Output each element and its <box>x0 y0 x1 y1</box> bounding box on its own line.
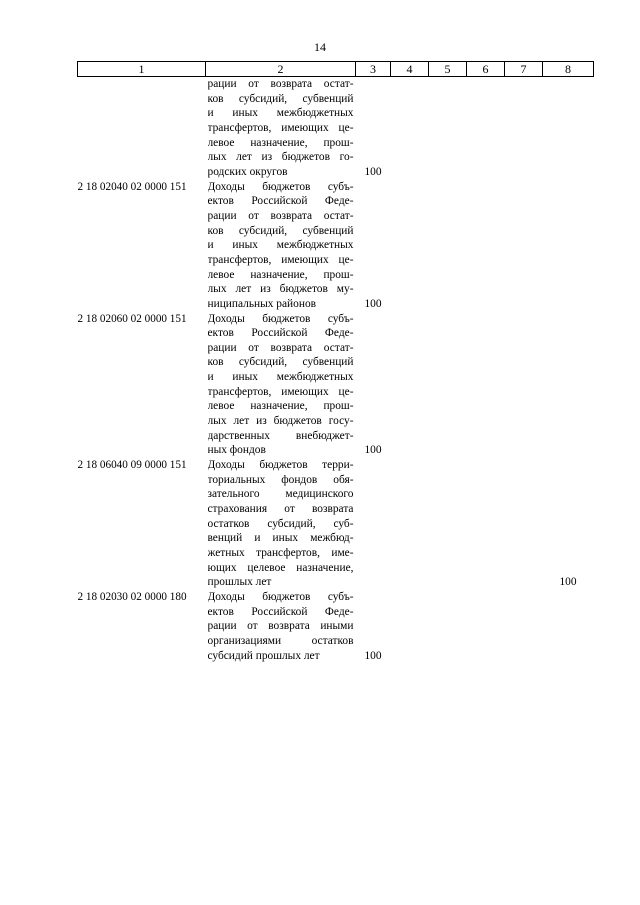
description-line: лых лет из бюджетов госу- <box>207 415 354 428</box>
row-value-col6 <box>467 77 505 180</box>
row-value-col3: 100 <box>364 165 382 178</box>
description-line: ектов Российской Феде- <box>207 195 354 208</box>
description-line: рации от возврата остат- <box>207 209 354 222</box>
description-line: венций и иных межбюд- <box>207 532 354 545</box>
description-line: лых лет из бюджетов му- <box>207 283 354 296</box>
row-value-col7 <box>505 590 543 663</box>
description-line: Доходы бюджетов терри- <box>207 459 354 472</box>
description-line: жетных трансфертов, име- <box>207 547 354 559</box>
description-line: трансфертов, имеющих це- <box>207 121 354 134</box>
description-line: ков субсидий, субвенций <box>207 224 354 237</box>
row-value-col7 <box>505 77 543 180</box>
description-line: левое назначение, прош- <box>207 268 354 281</box>
description-line: и иных межбюджетных <box>207 371 354 384</box>
description-line: организациями остатков <box>207 634 354 647</box>
column-header: 2 <box>206 62 356 77</box>
description-line: и иных межбюджетных <box>207 107 354 120</box>
description-line: рации от возврата остат- <box>207 78 354 90</box>
row-value-col4 <box>391 180 429 312</box>
description-line: субсидий прошлых лет <box>207 649 320 662</box>
description-line: Доходы бюджетов субъ- <box>207 180 354 193</box>
table-header-row <box>78 62 594 77</box>
row-value-col4 <box>391 77 429 180</box>
description-line: и иных межбюджетных <box>207 239 354 252</box>
description-line: левое назначение, прош- <box>207 400 354 413</box>
description-line: ков субсидий, субвенций <box>207 356 354 369</box>
description-line: Доходы бюджетов субъ- <box>207 590 354 603</box>
row-value-col4 <box>391 458 429 590</box>
row-value-col3: 100 <box>364 297 382 310</box>
description-line: Доходы бюджетов субъ- <box>207 312 354 325</box>
row-value-col7 <box>505 458 543 590</box>
row-value-col3: 100 <box>364 444 382 457</box>
description-line: рации от возврата иными <box>207 620 354 633</box>
row-value-col8 <box>543 180 594 312</box>
row-description <box>206 180 356 312</box>
column-header: 7 <box>505 62 543 77</box>
column-header: 6 <box>467 62 505 77</box>
row-description <box>206 458 356 590</box>
description-line: трансфертов, имеющих це- <box>207 385 354 398</box>
description-line: родских округов <box>207 165 288 178</box>
row-value-col5 <box>429 458 467 590</box>
table-row <box>78 458 594 590</box>
row-value-col8: 100 <box>559 576 577 589</box>
description-line: ториальных фондов обя- <box>207 473 354 486</box>
row-description <box>206 77 356 180</box>
description-line: ных фондов <box>207 444 266 457</box>
column-header: 8 <box>543 62 594 77</box>
description-line: трансфертов, имеющих це- <box>207 253 354 266</box>
row-code <box>78 77 206 180</box>
table-row <box>78 312 594 459</box>
row-value-col7 <box>505 180 543 312</box>
description-line: ектов Российской Феде- <box>207 327 354 340</box>
description-line: страхования от возврата <box>207 503 354 516</box>
row-value-col5 <box>429 180 467 312</box>
row-value-col8 <box>543 590 594 663</box>
column-header: 4 <box>391 62 429 77</box>
row-code: 2 18 02030 02 0000 180 <box>77 590 187 603</box>
row-value-col5 <box>429 77 467 180</box>
description-line: левое назначение, прош- <box>207 136 354 149</box>
table-row <box>78 590 594 663</box>
description-line: остатков субсидий, суб- <box>207 517 354 530</box>
description-line: лых лет из бюджетов го- <box>207 151 354 164</box>
row-value-col5 <box>429 312 467 459</box>
row-value-col6 <box>467 312 505 459</box>
row-value-col6 <box>467 590 505 663</box>
column-header: 5 <box>429 62 467 77</box>
row-code: 2 18 02060 02 0000 151 <box>77 312 187 325</box>
row-value-col6 <box>467 458 505 590</box>
table-row <box>78 180 594 312</box>
row-code: 2 18 02040 02 0000 151 <box>77 180 187 193</box>
description-line: ков субсидий, субвенций <box>207 92 354 105</box>
description-line: ющих целевое назначение, <box>207 561 354 574</box>
row-code: 2 18 06040 09 0000 151 <box>77 459 187 472</box>
description-line: дарственных внебюджет- <box>207 429 354 442</box>
column-header: 1 <box>78 62 206 77</box>
row-value-col3 <box>356 458 391 590</box>
row-value-col7 <box>505 312 543 459</box>
page-number: 14 <box>314 40 326 54</box>
description-line: зательного медицинского <box>207 488 354 501</box>
row-description <box>206 312 356 459</box>
row-value-col8 <box>543 77 594 180</box>
row-description <box>206 590 356 663</box>
table-row <box>78 77 594 180</box>
description-line: ектов Российской Феде- <box>207 605 354 618</box>
column-header: 3 <box>356 62 391 77</box>
row-value-col8 <box>543 312 594 459</box>
row-value-col4 <box>391 590 429 663</box>
description-line: рации от возврата остат- <box>207 341 354 354</box>
row-value-col4 <box>391 312 429 459</box>
budget-table <box>77 61 594 663</box>
row-value-col6 <box>467 180 505 312</box>
row-value-col5 <box>429 590 467 663</box>
row-value-col3: 100 <box>364 649 382 662</box>
description-line: ниципальных районов <box>207 297 317 310</box>
description-line: прошлых лет <box>207 576 272 589</box>
